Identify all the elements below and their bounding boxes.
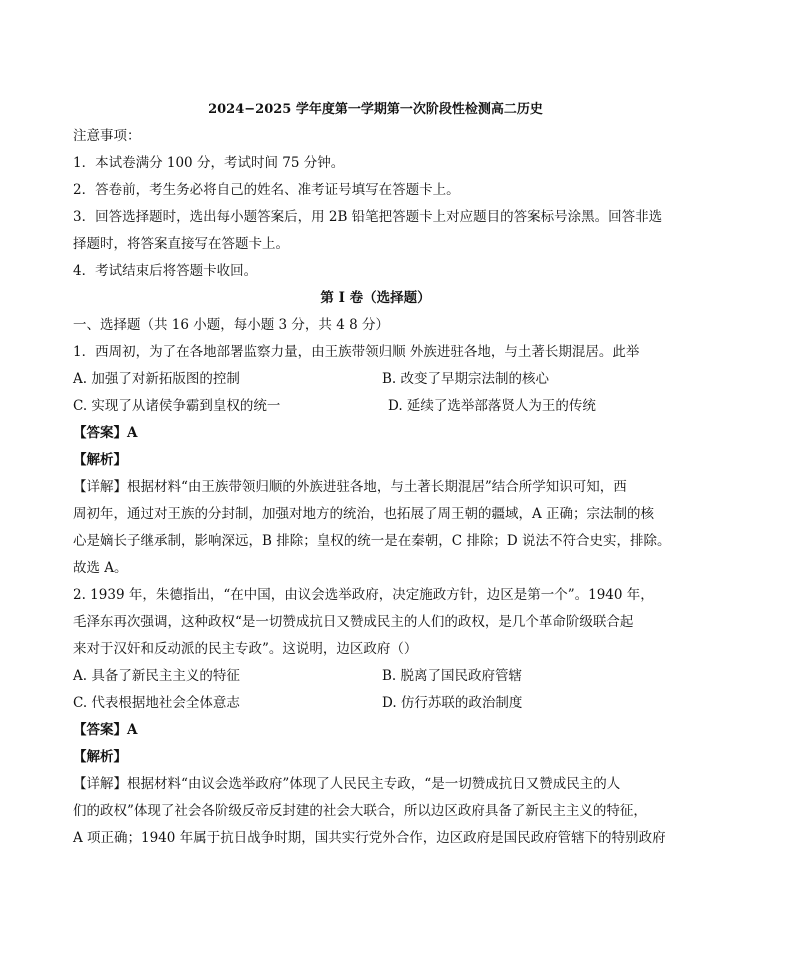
question-2-stem-line: 毛泽东再次强调，这种政权“是一切赞成抗日又赞成民主的人们的政权，是几个革命阶级联合起 [73, 614, 634, 630]
question-1-option-c: C. 实现了从诸侯争霸到皇权的统一 [73, 398, 281, 414]
question-2-stem-line: 来对于汉奸和反动派的民主专政”。这说明，边区政府（） [73, 641, 418, 657]
question-2-detail-line: 【详解】根据材料“由议会选举政府”体现了人民民主专政，“是一切赞成抗日又赞成民主的人 [73, 776, 621, 792]
question-2-option-d: D. 仿行苏联的政治制度 [382, 695, 523, 711]
question-1-option-d: D. 延续了选举部落贤人为王的传统 [388, 398, 596, 414]
question-2-option-b: B. 脱离了国民政府管辖 [382, 668, 523, 684]
section-intro: 一、选择题（共 16 小题，每小题 3 分，共 4 8 分） [73, 317, 389, 333]
document-body [73, 96, 678, 852]
question-2-stem-line: 2. 1939 年，朱德指出，“在中国，由议会选举政府，决定施政方针，边区是第一个”。1940 年， [73, 587, 654, 603]
exam-title: 2024−2025 学年度第一学期第一次阶段性检测高二历史 [208, 102, 543, 117]
question-1-option-b: B. 改变了早期宗法制的核心 [382, 371, 550, 387]
question-2-answer: 【答案】A [73, 722, 138, 738]
question-1-option-a: A. 加强了对新拓版图的控制 [73, 371, 240, 387]
question-2-detail-line: 们的政权”体现了社会各阶级反帝反封建的社会大联合，所以边区政府具备了新民主主义的特征， [73, 803, 647, 819]
question-1-detail-line: 【详解】根据材料“由王族带领归顺的外族进驻各地，与土著长期混居”结合所学知识可知，西 [73, 479, 627, 495]
section-title: 第 I 卷（选择题） [320, 290, 431, 306]
question-2-option-c: C. 代表根据地社会全体意志 [73, 695, 240, 711]
question-1-stem: 1．西周初，为了在各地部署监察力量，由王族带领归顺 外族进驻各地，与土著长期混居。此举 [73, 344, 640, 360]
note-item: 4．考试结束后将答题卡收回。 [73, 263, 258, 279]
question-1-detail-line: 周初年，通过对王族的分封制，加强对地方的统治，也拓展了周王朝的疆域，A 正确；宗法制的核 [73, 506, 655, 522]
question-1-analysis-label: 【解析】 [73, 452, 127, 468]
question-2-options-row-2 [73, 690, 678, 717]
question-2-analysis-label: 【解析】 [73, 749, 127, 765]
question-1-detail-line: 故选 A。 [73, 560, 128, 576]
question-2-detail-line: A 项正确；1940 年属于抗日战争时期，国共实行党外合作，边区政府是国民政府管辖下的特别政府 [73, 830, 666, 846]
notes-heading: 注意事项： [73, 128, 141, 144]
note-item: 3．回答选择题时，选出每小题答案后，用 2B 铅笔把答题卡上对应题目的答案标号涂黑。回答非选 [73, 209, 663, 225]
question-1-answer: 【答案】A [73, 425, 138, 441]
question-1-options-row-1 [73, 366, 678, 393]
question-1-options-row-2 [73, 393, 678, 420]
question-2-options-row-1 [73, 663, 678, 690]
note-item: 2．答卷前，考生务必将自己的姓名、准考证号填写在答题卡上。 [73, 182, 460, 198]
note-item: 1．本试卷满分 100 分，考试时间 75 分钟。 [73, 155, 345, 171]
question-1-detail-line: 心是嫡长子继承制，影响深远，B 排除；皇权的统一是在秦朝，C 排除；D 说法不符合史实，排除。 [73, 533, 671, 549]
question-2-option-a: A. 具备了新民主主义的特征 [73, 668, 240, 684]
note-item: 择题时，将答案直接写在答题卡上。 [73, 236, 289, 252]
